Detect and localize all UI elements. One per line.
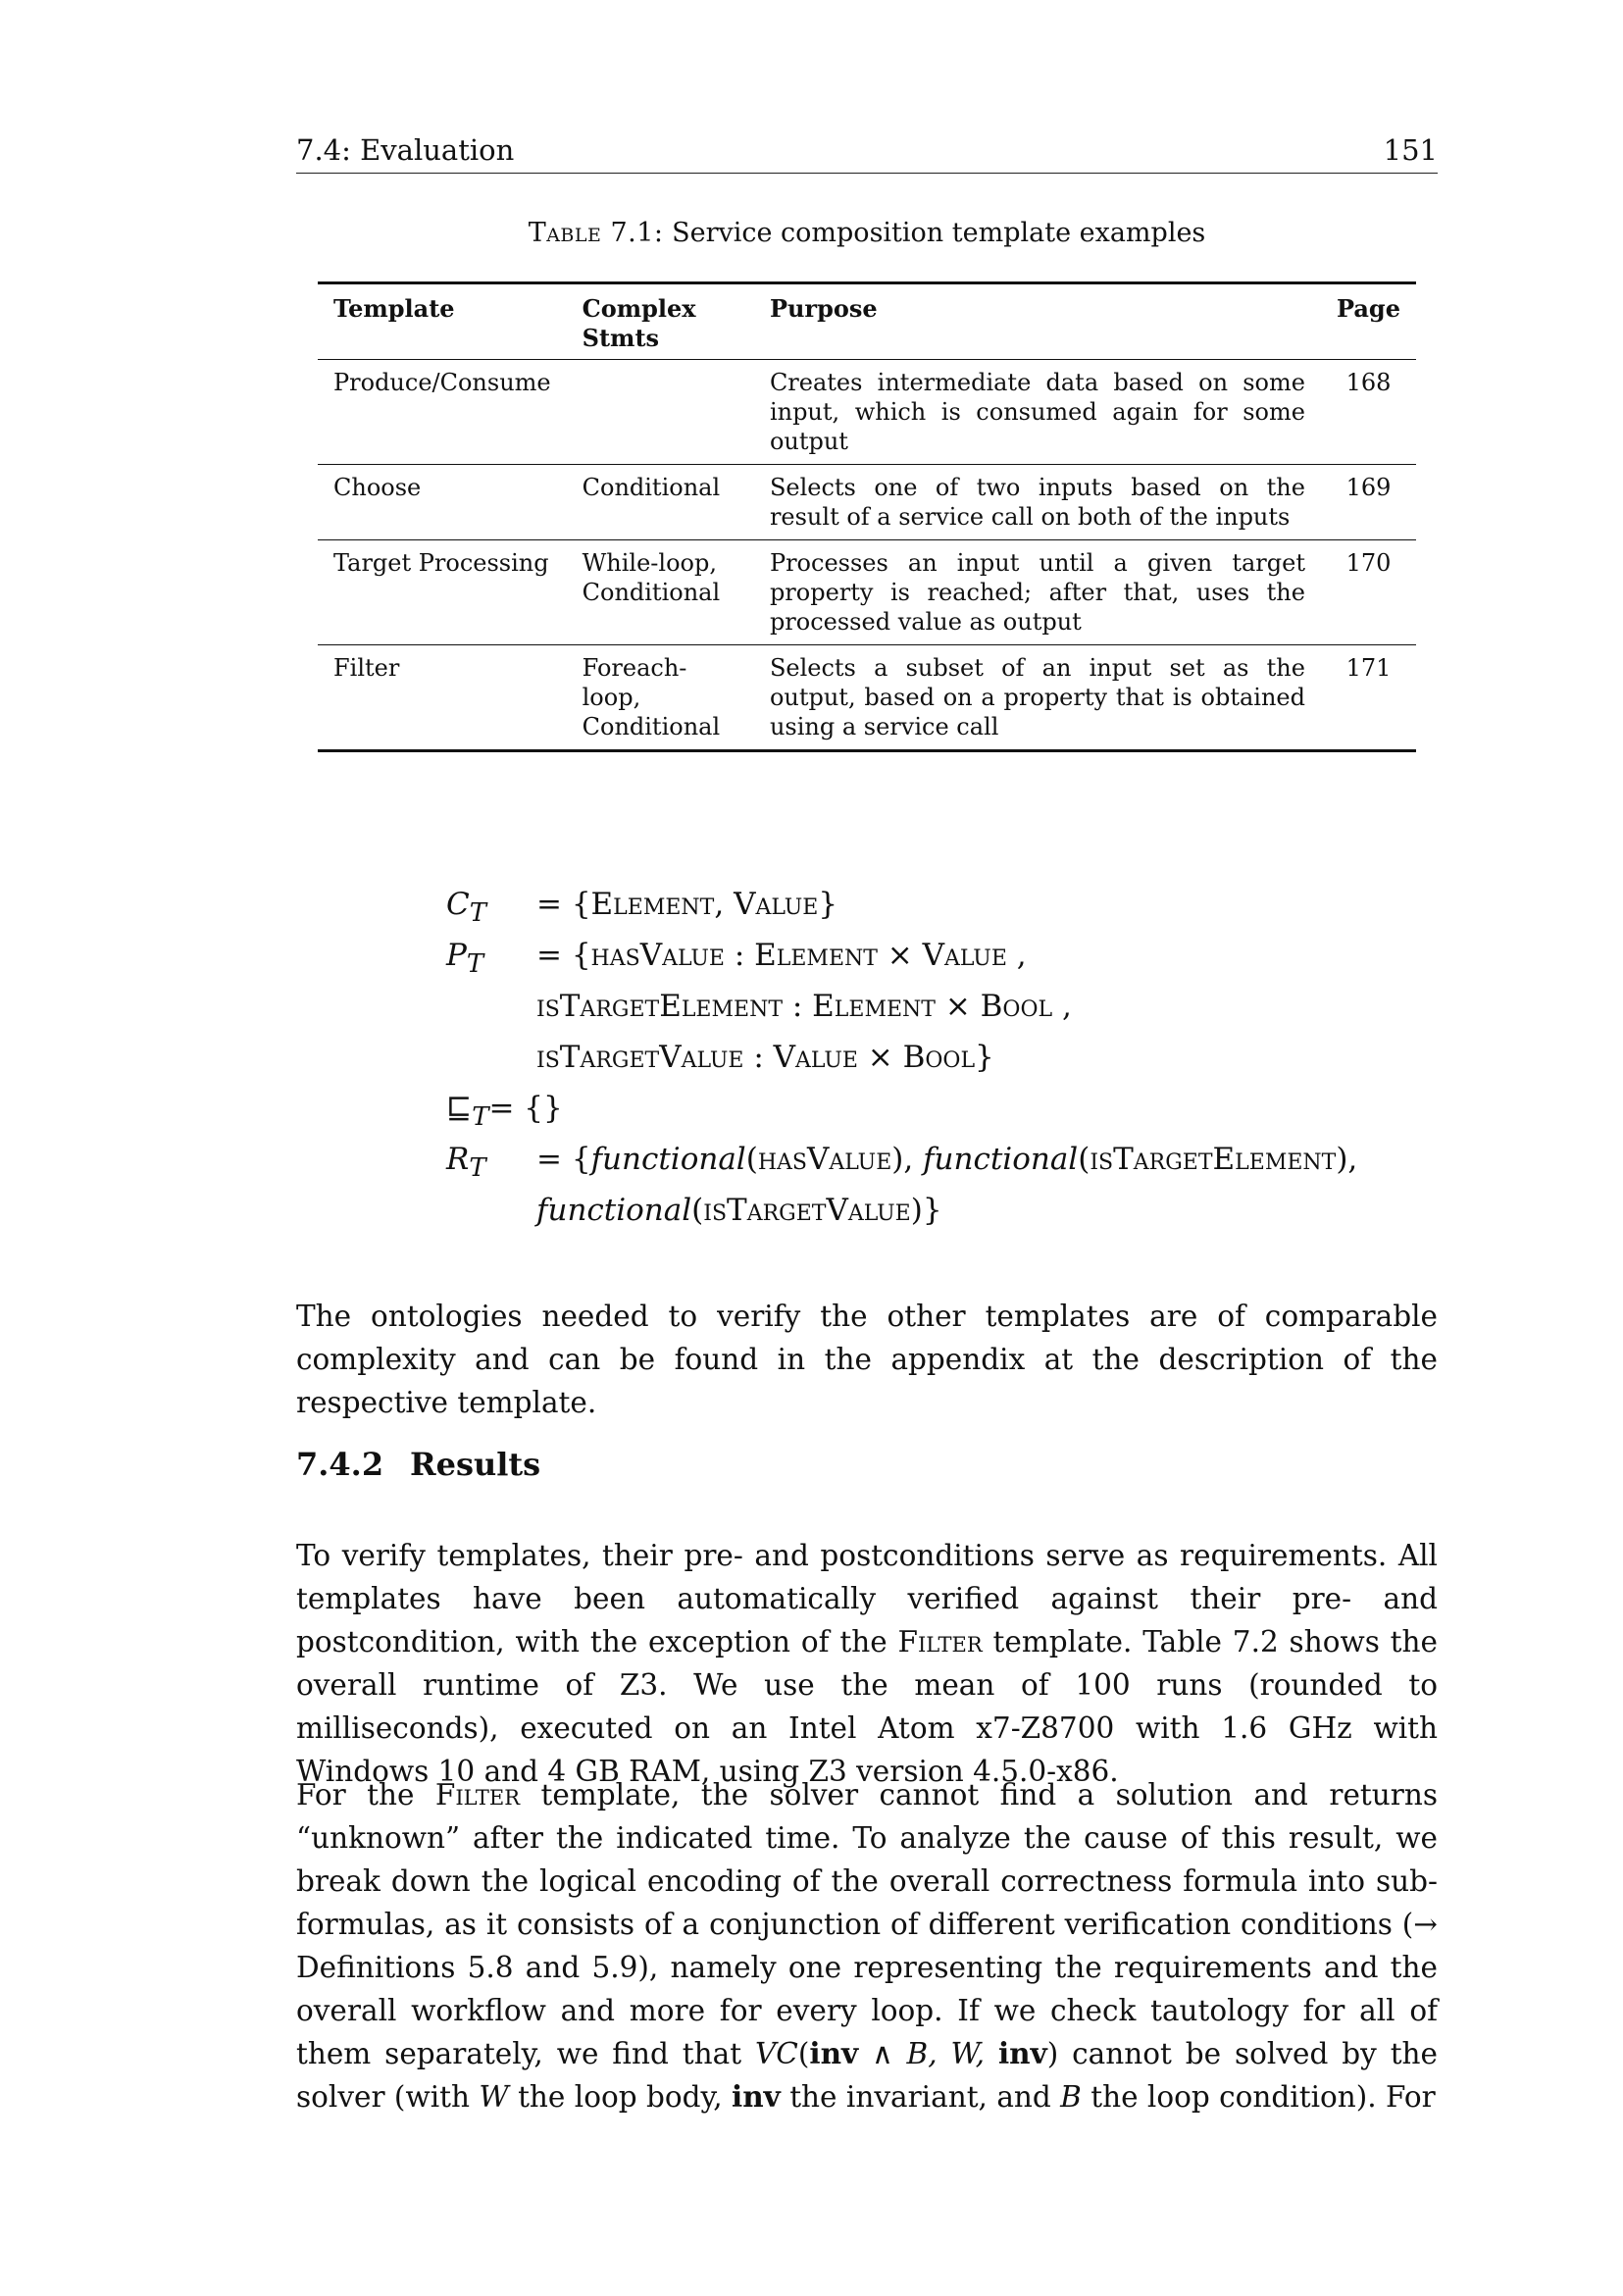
equation-properties: [446, 930, 1357, 981]
table-caption-text: Service composition template examples: [672, 218, 1206, 248]
table-caption: [296, 218, 1438, 248]
text-run: template. Table 7.2 shows the overall runtime of Z3. We use the mean of 100 runs (rounded to milliseconds), executed on an Intel Atom x7-Z8700 with 1.6 GHz with Windows 10 and 4 GB RAM, using Z3 version 4.5.0-x86.: [296, 1625, 1438, 1788]
column-header-purpose: Purpose: [769, 294, 878, 323]
text-run: To verify templates, their pre- and postconditions serve as requirements. All templates have been automatically verified against their pre- and postcondition, with the exception of the: [296, 1539, 1438, 1658]
template-table: [318, 281, 1416, 752]
math-rhs: (isTargetElement),: [1078, 1142, 1358, 1177]
math-function: functional: [590, 1142, 746, 1177]
cell-purpose: Selects a subset of an input set as the output, based on a property that is obtained using a service call: [769, 654, 1305, 740]
template-name: Filter: [434, 1778, 521, 1811]
math-paren: ): [1046, 2037, 1059, 2070]
math-rhs: isTargetValue : Value × Bool}: [536, 1040, 994, 1075]
math-subscript: T: [469, 898, 486, 929]
math-var: W: [479, 2080, 509, 2114]
text-run: cannot be solved by the solver (with: [296, 2037, 1439, 2114]
table-header-row: [318, 283, 1416, 360]
cell-stmts: [567, 360, 754, 465]
math-symbol: ⊑: [446, 1091, 473, 1126]
math-symbol: R: [446, 1142, 470, 1177]
table-row: [318, 540, 1416, 645]
cell-template: Target Processing: [333, 549, 549, 577]
section-number: 7.4.2: [296, 1446, 384, 1483]
math-rhs: isTargetElement : Element × Bool ,: [536, 989, 1072, 1024]
paragraph: [296, 1773, 1438, 2118]
cell-page: 170: [1345, 549, 1392, 577]
paragraph: The ontologies needed to verify the other templates are of comparable complexity and can be found in the appendix at the description of the respective template.: [296, 1300, 1438, 1419]
math-function: functional: [536, 1193, 692, 1228]
equation-rules-cont: [446, 1185, 1357, 1236]
math-inv: inv: [809, 2036, 859, 2070]
math-inv: inv: [732, 2079, 781, 2114]
math-rhs: = {hasValue : Element × Value ,: [536, 938, 1027, 973]
paragraph: [296, 1534, 1438, 1793]
cell-purpose: Processes an input until a given target property is reached; after that, uses the processed value as output: [769, 549, 1305, 636]
cell-template: Produce/Consume: [333, 369, 551, 396]
section-heading: [296, 1446, 540, 1483]
math-inv: inv: [997, 2036, 1047, 2070]
math-subscript: T: [466, 949, 484, 980]
text-run: the loop body,: [508, 2080, 733, 2114]
equation-subsumption: [446, 1083, 1357, 1134]
cell-template: Filter: [333, 654, 400, 682]
table-row: [318, 465, 1416, 540]
cell-purpose: Creates intermediate data based on some input, which is consumed again for some output: [769, 369, 1305, 455]
ontology-equations: [446, 879, 1357, 1236]
cell-page: 171: [1345, 654, 1392, 682]
cell-stmts: While-loop, Conditional: [582, 549, 721, 606]
column-header-page: Page: [1336, 294, 1400, 323]
math-subscript: T: [469, 1153, 486, 1184]
math-subscript: T: [472, 1102, 489, 1133]
cell-stmts: Conditional: [582, 474, 721, 501]
math-vc: VC: [754, 2037, 798, 2070]
math-rhs: (hasValue),: [745, 1142, 924, 1177]
cell-page: 168: [1345, 369, 1392, 396]
text-run: the invariant, and: [780, 2080, 1061, 2114]
math-symbol: P: [446, 938, 467, 973]
math-rhs: = {: [536, 1142, 591, 1177]
table-row: [318, 360, 1416, 465]
math-paren: (: [797, 2037, 810, 2070]
column-header-template: Template: [333, 294, 455, 323]
math-function: functional: [923, 1142, 1079, 1177]
column-header-stmts: Complex Stmts: [582, 294, 696, 352]
math-vars: ∧ B, W,: [858, 2037, 998, 2070]
equation-properties-cont: [446, 981, 1357, 1032]
math-rhs: (isTargetValue)}: [691, 1193, 942, 1228]
math-var: B: [1060, 2080, 1082, 2114]
section-header: 7.4: Evaluation: [296, 133, 515, 167]
text-run: For the: [296, 1778, 435, 1811]
cell-purpose: Selects one of two inputs based on the result of a service call on both of the inputs: [769, 474, 1305, 531]
equation-rules: [446, 1134, 1357, 1185]
cell-stmts: Foreach-loop, Conditional: [582, 654, 721, 740]
cell-template: Choose: [333, 474, 422, 501]
table-caption-label: Table 7.1:: [528, 218, 664, 248]
text-run: the loop condition). For: [1081, 2080, 1436, 2114]
text-run: template, the solver cannot find a solution and returns “unknown” after the indicated time. To analyze the cause of this result, we break down the logical encoding of the overall correctness formula into sub-formulas, as it consists of a conjunction of different verification conditions (→ Definitions 5.8 and 5.9), namely one representing the requirements and the overall workflow and more for every loop. If we check tautology for all of them separately, we find that: [296, 1778, 1438, 2070]
math-symbol: C: [446, 887, 470, 922]
equation-properties-cont: [446, 1032, 1357, 1083]
running-header: [296, 131, 1438, 174]
cell-page: 169: [1345, 474, 1392, 501]
section-title: Results: [410, 1446, 541, 1483]
template-name: Filter: [897, 1625, 983, 1658]
math-rhs: = {}: [488, 1091, 563, 1126]
table-row: [318, 645, 1416, 751]
equation-concepts: [446, 879, 1357, 930]
page-number: 151: [1383, 133, 1438, 167]
math-rhs: = {Element, Value}: [536, 887, 838, 922]
